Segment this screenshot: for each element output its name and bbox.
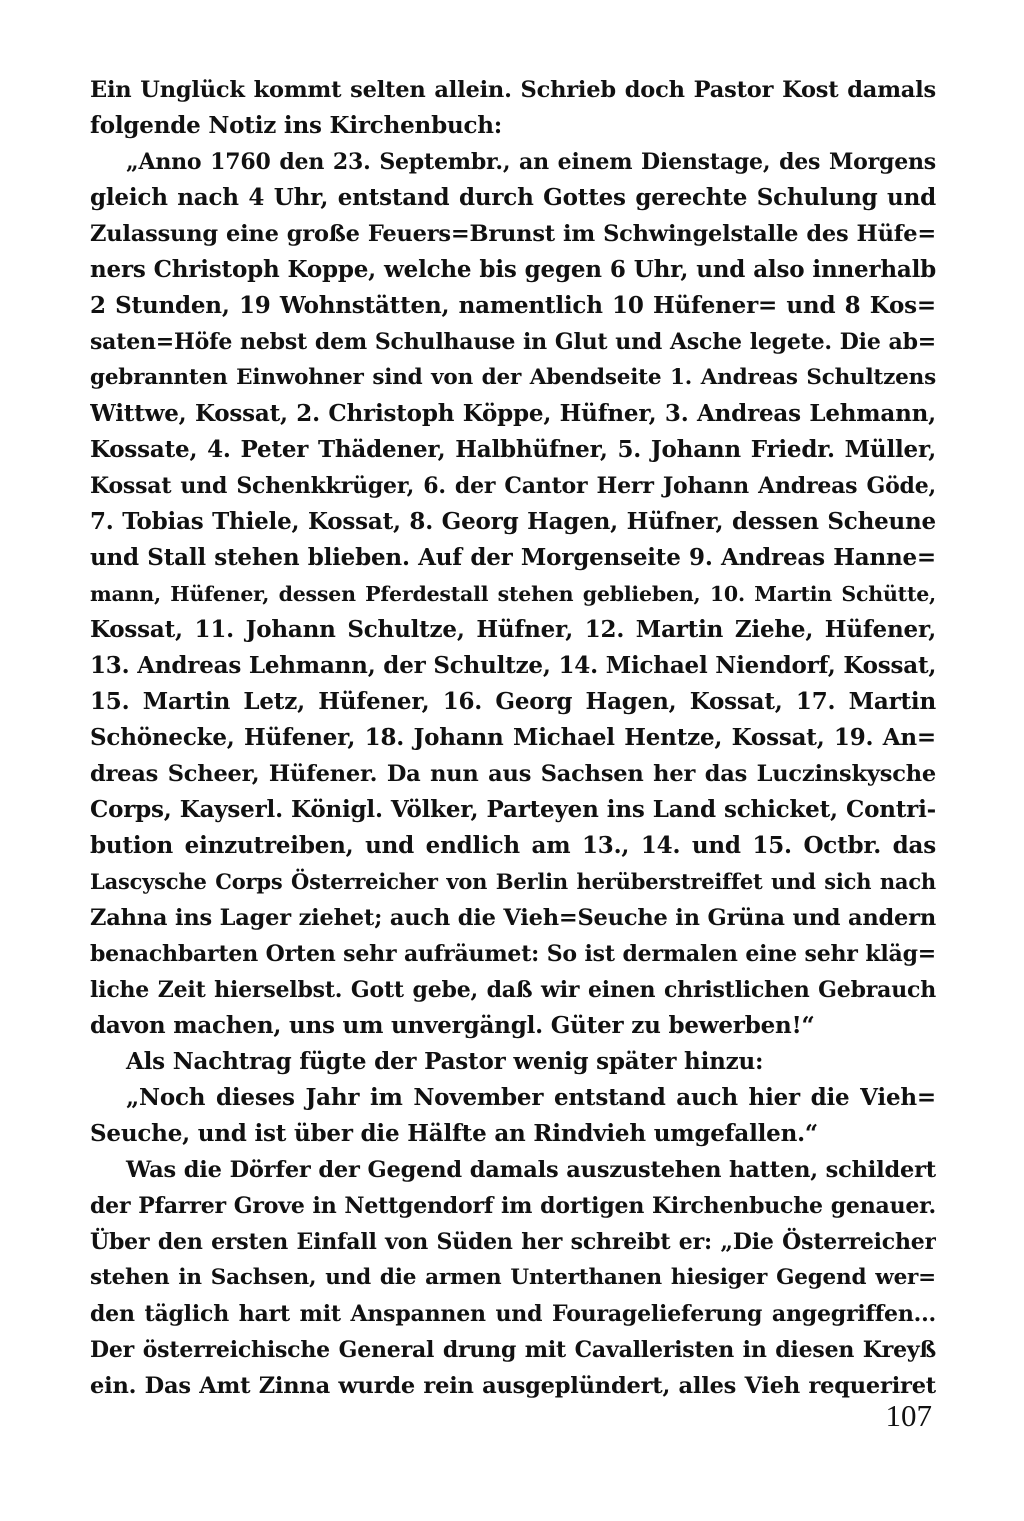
text-line: Lascysche Corps Österreicher von Berlin herüberstreiffet und sich nach bbox=[90, 869, 936, 894]
text-line: Kossat und Schenkkrüger, 6. der Cantor Herr Johann Andreas Göde, bbox=[90, 473, 936, 499]
text-line: 2 Stunden, 19 Wohnstätten, namentlich 10 Hüfener= und 8 Kos= bbox=[90, 292, 936, 319]
text-line: Wittwe, Kossat, 2. Christoph Köppe, Hüfner, 3. Andreas Lehmann, bbox=[90, 400, 936, 427]
page-number: 107 bbox=[885, 1398, 932, 1433]
text-line: ners Christoph Koppe, welche bis gegen 6 Uhr, und also innerhalb bbox=[90, 256, 936, 283]
text-line: Seuche, und ist über die Hälfte an Rindvieh umgefallen.“ bbox=[90, 1120, 818, 1147]
text-line: stehen in Sachsen, und die armen Unterthanen hiesiger Gegend wer= bbox=[90, 1265, 936, 1290]
text-line: ein. Das Amt Zinna wurde rein ausgeplündert, alles Vieh requeriret bbox=[90, 1373, 936, 1399]
text-line: Über den ersten Einfall von Süden her schreibt er: „Die Österreicher bbox=[90, 1229, 936, 1255]
text-line: gebrannten Einwohner sind von der Abendseite 1. Andreas Schultzens bbox=[90, 365, 936, 390]
text-line: Kossat, 11. Johann Schultze, Hüfner, 12. Martin Ziehe, Hüfener, bbox=[90, 616, 936, 643]
text-line: Der österreichische General drung mit Cavalleristen in diesen Kreyß bbox=[90, 1337, 936, 1363]
text-line: Was die Dörfer der Gegend damals auszustehen hatten, schildert bbox=[126, 1157, 936, 1183]
text-line: der Pfarrer Grove in Nettgendorf im dortigen Kirchenbuche genauer. bbox=[90, 1193, 936, 1219]
text-line: davon machen, uns um unvergängl. Güter zu bewerben!“ bbox=[90, 1012, 815, 1039]
text-line: saten=Höfe nebst dem Schulhause in Glut und Asche legete. Die ab= bbox=[90, 329, 936, 355]
text-line: Corps, Kayserl. Königl. Völker, Parteyen ins Land schicket, Contri- bbox=[90, 796, 936, 823]
text-line: dreas Scheer, Hüfener. Da nun aus Sachsen her das Luczinskysche bbox=[90, 761, 936, 787]
text-line: Schönecke, Hüfener, 18. Johann Michael Hentze, Kossat, 19. An= bbox=[90, 724, 936, 751]
text-line: Als Nachtrag fügte der Pastor wenig später hinzu: bbox=[126, 1048, 764, 1075]
text-line: Zulassung eine große Feuers=Brunst im Schwingelstalle des Hüfe= bbox=[90, 221, 936, 247]
body-text bbox=[90, 72, 936, 1404]
text-line: Zahna ins Lager ziehet; auch die Vieh=Seuche in Grüna und andern bbox=[90, 905, 936, 931]
text-line: benachbarten Orten sehr aufräumet: So ist dermalen eine sehr kläg= bbox=[90, 941, 936, 967]
text-line: mann, Hüfener, dessen Pferdestall stehen geblieben, 10. Martin Schütte, bbox=[90, 582, 936, 606]
text-line: den täglich hart mit Anspannen und Fouragelieferung angegriffen... bbox=[90, 1301, 936, 1327]
text-line: 13. Andreas Lehmann, der Schultze, 14. Michael Niendorf, Kossat, bbox=[90, 652, 936, 679]
text-line: gleich nach 4 Uhr, entstand durch Gottes gerechte Schulung und bbox=[90, 184, 936, 211]
text-line: und Stall stehen blieben. Auf der Morgenseite 9. Andreas Hanne= bbox=[90, 544, 936, 571]
text-line: 7. Tobias Thiele, Kossat, 8. Georg Hagen, Hüfner, dessen Scheune bbox=[90, 508, 936, 535]
text-line: folgende Notiz ins Kirchenbuch: bbox=[90, 112, 503, 139]
text-line: bution einzutreiben, und endlich am 13., 14. und 15. Octbr. das bbox=[90, 832, 936, 859]
text-line: „Noch dieses Jahr im November entstand auch hier die Vieh= bbox=[126, 1084, 936, 1111]
text-line: Ein Unglück kommt selten allein. Schrieb doch Pastor Kost damals bbox=[90, 77, 936, 103]
text-line: „Anno 1760 den 23. Septembr., an einem Dienstage, des Morgens bbox=[126, 149, 936, 175]
text-line: 15. Martin Letz, Hüfener, 16. Georg Hagen, Kossat, 17. Martin bbox=[90, 688, 936, 715]
text-line: Kossate, 4. Peter Thädener, Halbhüfner, 5. Johann Friedr. Müller, bbox=[90, 436, 936, 463]
text-line: liche Zeit hierselbst. Gott gebe, daß wir einen christlichen Gebrauch bbox=[90, 977, 936, 1003]
